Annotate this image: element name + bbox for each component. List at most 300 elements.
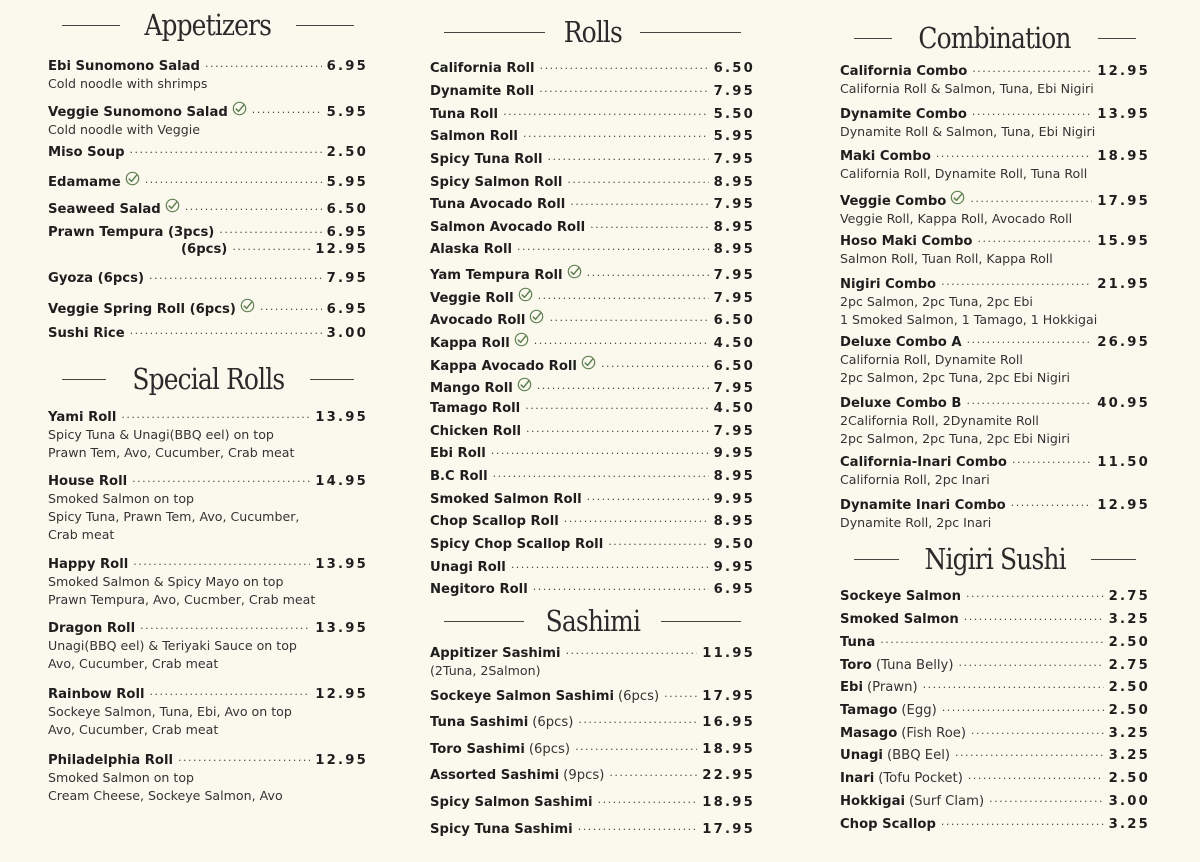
item-name: Kappa Avocado Roll bbox=[430, 359, 577, 374]
menu-item-line bbox=[840, 148, 1150, 165]
item-price: 6.95 bbox=[713, 582, 755, 597]
item-note: (Tofu Pocket) bbox=[878, 771, 963, 786]
dot-leader bbox=[966, 395, 1092, 412]
menu-item bbox=[840, 634, 1150, 651]
heading-rule bbox=[310, 379, 354, 380]
item-price: 12.95 bbox=[1097, 64, 1150, 79]
item-price: 4.50 bbox=[713, 336, 755, 351]
item-sub-label: (6pcs) bbox=[181, 242, 228, 257]
vegetarian-icon bbox=[514, 332, 529, 347]
item-price: 2.75 bbox=[1108, 658, 1150, 673]
item-price: 8.95 bbox=[713, 242, 755, 257]
item-name: Happy Roll bbox=[48, 557, 129, 572]
dot-leader bbox=[936, 148, 1092, 165]
item-name: Prawn Tempura (3pcs) bbox=[48, 225, 215, 240]
item-name: Hokkigai bbox=[840, 794, 906, 809]
item-name: Yami Roll bbox=[48, 410, 117, 425]
menu-item-line bbox=[430, 581, 755, 598]
menu-item bbox=[430, 559, 755, 576]
item-price: 7.95 bbox=[713, 291, 755, 306]
menu-item-line bbox=[430, 60, 755, 77]
menu-item-line bbox=[48, 409, 368, 426]
menu-item-line bbox=[840, 816, 1150, 833]
item-name: Philadelphia Roll bbox=[48, 753, 173, 768]
item-note: (Fish Roe) bbox=[901, 726, 967, 741]
item-name: Tuna Avocado Roll bbox=[430, 197, 566, 212]
item-price: 12.95 bbox=[315, 687, 368, 702]
item-name: Yam Tempura Roll bbox=[430, 268, 563, 283]
item-description: Avo, Cucumber, Crab meat bbox=[48, 722, 219, 737]
item-description: Prawn Tempura, Avo, Cucmber, Crab meat bbox=[48, 592, 316, 607]
vegetarian-icon bbox=[950, 190, 965, 205]
item-name: Rainbow Roll bbox=[48, 687, 145, 702]
item-description: Unagi(BBQ eel) & Teriyaki Sauce on top bbox=[48, 638, 297, 653]
item-name: Deluxe Combo A bbox=[840, 335, 962, 350]
heading-rule bbox=[1091, 559, 1136, 560]
item-price: 17.95 bbox=[702, 689, 755, 704]
menu-item bbox=[430, 264, 755, 284]
item-price: 9.95 bbox=[713, 492, 755, 507]
menu-item-line bbox=[430, 491, 755, 508]
item-name: Alaska Roll bbox=[430, 242, 512, 257]
item-price: 2.75 bbox=[1108, 589, 1150, 604]
menu-item bbox=[430, 60, 755, 77]
item-name: Toro bbox=[840, 658, 872, 673]
combination-title: Combination bbox=[918, 21, 1072, 55]
dot-leader bbox=[133, 556, 310, 573]
dot-leader bbox=[601, 358, 709, 375]
item-description: 2pc Salmon, 2pc Tuna, 2pc Ebi Nigiri bbox=[840, 431, 1070, 446]
dot-leader bbox=[140, 620, 310, 637]
item-name: Ebi Roll bbox=[430, 446, 486, 461]
item-name: Avocado Roll bbox=[430, 313, 526, 328]
item-price: 7.95 bbox=[713, 424, 755, 439]
item-name: Deluxe Combo B bbox=[840, 396, 962, 411]
dot-leader bbox=[598, 794, 698, 811]
item-name: Maki Combo bbox=[840, 149, 931, 164]
menu-item bbox=[430, 196, 755, 213]
menu-item-line bbox=[840, 793, 1150, 810]
dot-leader bbox=[132, 473, 310, 490]
dot-leader bbox=[966, 588, 1104, 605]
dot-leader bbox=[942, 702, 1104, 719]
item-name: Veggie Sunomono Salad bbox=[48, 105, 228, 120]
item-price: 2.50 bbox=[1108, 771, 1150, 786]
vegetarian-icon bbox=[529, 309, 544, 324]
menu-item bbox=[840, 793, 1150, 810]
menu-item bbox=[840, 395, 1150, 448]
menu-item-line bbox=[840, 497, 1150, 514]
dot-leader bbox=[587, 491, 709, 508]
menu-item bbox=[430, 491, 755, 508]
menu-item-line bbox=[430, 309, 755, 329]
vegetarian-icon bbox=[240, 298, 255, 313]
menu-item-line bbox=[840, 702, 1150, 719]
item-note: (Prawn) bbox=[866, 680, 918, 695]
item-name: Dynamite Combo bbox=[840, 107, 967, 122]
dot-leader bbox=[977, 233, 1092, 250]
dot-leader bbox=[964, 611, 1104, 628]
menu-item bbox=[430, 468, 755, 485]
menu-item-line bbox=[840, 588, 1150, 605]
vegetarian-icon bbox=[517, 377, 532, 392]
dot-leader bbox=[185, 201, 322, 218]
item-name: Spicy Chop Scallop Roll bbox=[430, 537, 604, 552]
dot-leader bbox=[941, 276, 1092, 293]
item-name: Kappa Roll bbox=[430, 336, 510, 351]
menu-item bbox=[48, 144, 368, 161]
item-price: 13.95 bbox=[315, 621, 368, 636]
item-description: 2pc Salmon, 2pc Tuna, 2pc Ebi bbox=[840, 294, 1033, 309]
menu-item bbox=[430, 423, 755, 440]
menu-item bbox=[840, 190, 1150, 228]
item-price: 40.95 bbox=[1097, 396, 1150, 411]
menu-item-line bbox=[840, 334, 1150, 351]
menu-item bbox=[430, 287, 755, 307]
menu-item bbox=[430, 400, 755, 417]
menu-item bbox=[430, 355, 755, 375]
menu-item-line bbox=[840, 657, 1150, 674]
item-name: Salmon Avocado Roll bbox=[430, 220, 586, 235]
item-name: Sockeye Salmon bbox=[840, 589, 961, 604]
item-description: California Roll, Dynamite Roll bbox=[840, 352, 1023, 367]
dot-leader bbox=[219, 224, 321, 241]
item-name: Sockeye Salmon Sashimi bbox=[430, 689, 614, 704]
menu-item-line bbox=[430, 287, 755, 307]
item-description: California Roll & Salmon, Tuna, Ebi Nigiri bbox=[840, 81, 1094, 96]
item-price: 7.95 bbox=[713, 152, 755, 167]
item-description: Smoked Salmon on top bbox=[48, 770, 195, 785]
dot-leader bbox=[149, 270, 322, 287]
item-price: 9.95 bbox=[713, 446, 755, 461]
menu-item-line bbox=[840, 770, 1150, 787]
menu-item-line bbox=[430, 794, 755, 811]
item-name: Hoso Maki Combo bbox=[840, 234, 973, 249]
menu-item bbox=[840, 276, 1150, 329]
menu-item-line bbox=[48, 101, 368, 121]
dot-leader bbox=[232, 241, 310, 258]
dot-leader bbox=[121, 409, 310, 426]
item-name: Chop Scallop bbox=[840, 817, 936, 832]
dot-leader bbox=[578, 714, 697, 731]
item-price: 5.95 bbox=[713, 129, 755, 144]
item-description: California Roll, Dynamite Roll, Tuna Roll bbox=[840, 166, 1088, 181]
item-price: 21.95 bbox=[1097, 277, 1150, 292]
item-name: Smoked Salmon bbox=[840, 612, 959, 627]
item-name: Spicy Tuna Roll bbox=[430, 152, 543, 167]
item-price: 8.95 bbox=[713, 175, 755, 190]
menu-item-line bbox=[430, 219, 755, 236]
menu-item bbox=[48, 325, 368, 342]
menu-item-line bbox=[430, 332, 755, 352]
menu-item-line bbox=[430, 83, 755, 100]
menu-item-line bbox=[430, 714, 755, 731]
dot-leader bbox=[972, 106, 1092, 123]
item-price: 4.50 bbox=[713, 401, 755, 416]
menu-item-line bbox=[840, 63, 1150, 80]
dot-leader bbox=[178, 752, 310, 769]
menu-item-line bbox=[430, 423, 755, 440]
dot-leader bbox=[503, 106, 709, 123]
dot-leader bbox=[590, 219, 709, 236]
menu-item-subline bbox=[48, 241, 368, 258]
item-description: Smoked Salmon on top bbox=[48, 491, 195, 506]
menu-item bbox=[840, 747, 1150, 764]
item-name: House Roll bbox=[48, 474, 128, 489]
item-description: Salmon Roll, Tuan Roll, Kappa Roll bbox=[840, 251, 1053, 266]
item-name: Assorted Sashimi bbox=[430, 768, 560, 783]
item-description: Crab meat bbox=[48, 527, 115, 542]
menu-item-line bbox=[840, 634, 1150, 651]
item-note: (Surf Clam) bbox=[909, 794, 985, 809]
item-price: 12.95 bbox=[1097, 498, 1150, 513]
item-description: 2pc Salmon, 2pc Tuna, 2pc Ebi Nigiri bbox=[840, 370, 1070, 385]
menu-item bbox=[430, 688, 755, 705]
item-note: (6pcs) bbox=[532, 715, 574, 730]
heading-rule bbox=[854, 559, 899, 560]
item-name: Chop Scallop Roll bbox=[430, 514, 559, 529]
dot-leader bbox=[955, 747, 1104, 764]
dot-leader bbox=[525, 400, 708, 417]
item-price: 7.95 bbox=[713, 197, 755, 212]
menu-item-line bbox=[430, 645, 755, 662]
menu-item-line bbox=[48, 144, 368, 161]
menu-item-line bbox=[840, 233, 1150, 250]
menu-item bbox=[840, 148, 1150, 183]
dot-leader bbox=[587, 267, 709, 284]
menu-item-line bbox=[48, 224, 368, 241]
combination-heading bbox=[840, 21, 1150, 55]
menu-item bbox=[48, 556, 368, 609]
item-price: 3.25 bbox=[1108, 748, 1150, 763]
item-price: 7.95 bbox=[326, 271, 368, 286]
menu-item bbox=[840, 497, 1150, 532]
dot-leader bbox=[1012, 454, 1092, 471]
menu-item-line bbox=[840, 679, 1150, 696]
item-price: 11.95 bbox=[702, 646, 755, 661]
menu-item bbox=[430, 536, 755, 553]
item-price: 3.00 bbox=[326, 326, 368, 341]
item-description: Cold noodle with Veggie bbox=[48, 122, 200, 137]
menu-item-line bbox=[430, 445, 755, 462]
item-price: 6.95 bbox=[326, 59, 368, 74]
menu-item-line bbox=[430, 767, 755, 784]
menu-item-line bbox=[840, 747, 1150, 764]
item-name: Miso Soup bbox=[48, 145, 125, 160]
item-name: Tamago bbox=[840, 703, 898, 718]
menu-item bbox=[48, 58, 368, 93]
menu-item-line bbox=[840, 190, 1150, 210]
item-price: 13.95 bbox=[315, 557, 368, 572]
menu-item bbox=[430, 445, 755, 462]
dot-leader bbox=[971, 725, 1104, 742]
item-description: Sockeye Salmon, Tuna, Ebi, Avo on top bbox=[48, 704, 292, 719]
menu-item bbox=[840, 679, 1150, 696]
vegetarian-icon bbox=[518, 287, 533, 302]
dot-leader bbox=[1011, 497, 1093, 514]
item-price: 18.95 bbox=[702, 742, 755, 757]
item-name: B.C Roll bbox=[430, 469, 488, 484]
menu-item bbox=[840, 106, 1150, 141]
heading-rule bbox=[296, 25, 354, 26]
dot-leader bbox=[970, 193, 1092, 210]
menu-item-line bbox=[430, 264, 755, 284]
item-name: Tuna bbox=[840, 635, 876, 650]
appetizers-title: Appetizers bbox=[144, 8, 272, 42]
item-name: Appitizer Sashimi bbox=[430, 646, 561, 661]
item-description: (2Tuna, 2Salmon) bbox=[430, 663, 541, 678]
dot-leader bbox=[578, 821, 698, 838]
item-price: 2.50 bbox=[1108, 680, 1150, 695]
item-name: Veggie Combo bbox=[840, 194, 947, 209]
menu-item bbox=[48, 473, 368, 544]
item-name: California Roll bbox=[430, 61, 535, 76]
item-description: 2California Roll, 2Dynamite Roll bbox=[840, 413, 1039, 428]
menu-item bbox=[48, 752, 368, 805]
menu-item bbox=[840, 816, 1150, 833]
item-description: Spicy Tuna, Prawn Tem, Avo, Cucumber, bbox=[48, 509, 300, 524]
dot-leader bbox=[548, 151, 709, 168]
item-name: Edamame bbox=[48, 175, 121, 190]
menu-item bbox=[840, 725, 1150, 742]
item-name: Negitoro Roll bbox=[430, 582, 528, 597]
heading-rule bbox=[854, 38, 892, 39]
dot-leader bbox=[537, 380, 709, 397]
menu-item-line bbox=[430, 241, 755, 258]
item-price: 3.25 bbox=[1108, 726, 1150, 741]
item-price: 5.95 bbox=[326, 105, 368, 120]
menu-item bbox=[430, 741, 755, 758]
item-name: Veggie Spring Roll (6pcs) bbox=[48, 302, 236, 317]
menu-item bbox=[48, 620, 368, 673]
item-name: Inari bbox=[840, 771, 875, 786]
dot-leader bbox=[252, 104, 322, 121]
item-name: Dragon Roll bbox=[48, 621, 136, 636]
menu-item bbox=[840, 63, 1150, 98]
menu-item bbox=[430, 645, 755, 680]
item-price: 8.95 bbox=[713, 469, 755, 484]
item-price: 6.50 bbox=[713, 61, 755, 76]
item-note: (Tuna Belly) bbox=[875, 658, 954, 673]
menu-item-line bbox=[48, 473, 368, 490]
dot-leader bbox=[130, 144, 322, 161]
item-price: 17.95 bbox=[702, 822, 755, 837]
menu-item bbox=[430, 128, 755, 145]
dot-leader bbox=[511, 559, 709, 576]
menu-item bbox=[430, 767, 755, 784]
menu-item bbox=[430, 581, 755, 598]
menu-item bbox=[430, 83, 755, 100]
item-description: Cream Cheese, Sockeye Salmon, Avo bbox=[48, 788, 283, 803]
menu-item bbox=[48, 298, 368, 318]
item-name: Unagi bbox=[840, 748, 883, 763]
menu-item-line bbox=[430, 151, 755, 168]
dot-leader bbox=[538, 290, 709, 307]
item-price: 3.25 bbox=[1108, 817, 1150, 832]
menu-item bbox=[430, 821, 755, 838]
menu-item bbox=[430, 309, 755, 329]
item-name: Veggie Roll bbox=[430, 291, 514, 306]
dot-leader bbox=[540, 60, 709, 77]
menu-item bbox=[840, 588, 1150, 605]
item-price: 9.50 bbox=[713, 537, 755, 552]
item-price: 2.50 bbox=[326, 145, 368, 160]
menu-item-line bbox=[430, 536, 755, 553]
menu-item-line bbox=[840, 725, 1150, 742]
dot-leader bbox=[533, 581, 709, 598]
heading-rule bbox=[62, 379, 106, 380]
dot-leader bbox=[534, 335, 709, 352]
dot-leader bbox=[491, 445, 709, 462]
heading-rule bbox=[444, 621, 524, 622]
item-price: 9.95 bbox=[713, 560, 755, 575]
menu-item bbox=[430, 219, 755, 236]
menu-item bbox=[840, 454, 1150, 489]
vegetarian-icon bbox=[567, 264, 582, 279]
item-description: Spicy Tuna & Unagi(BBQ eel) on top bbox=[48, 427, 274, 442]
menu-item bbox=[840, 233, 1150, 268]
item-name: California-Inari Combo bbox=[840, 455, 1007, 470]
menu-item-line bbox=[840, 611, 1150, 628]
menu-item-line bbox=[430, 821, 755, 838]
menu-item-line bbox=[430, 174, 755, 191]
item-name: California Combo bbox=[840, 64, 968, 79]
item-name: Tamago Roll bbox=[430, 401, 521, 416]
item-price: 12.95 bbox=[315, 753, 368, 768]
special-rolls-heading bbox=[48, 362, 368, 396]
menu-item bbox=[840, 702, 1150, 719]
dot-leader bbox=[664, 688, 697, 705]
menu-item-line bbox=[48, 58, 368, 75]
dot-leader bbox=[880, 634, 1103, 651]
item-price: 7.95 bbox=[713, 84, 755, 99]
menu-item bbox=[48, 198, 368, 218]
item-name: Ebi bbox=[840, 680, 863, 695]
dot-leader bbox=[566, 645, 698, 662]
menu-item bbox=[48, 270, 368, 287]
menu-item bbox=[430, 794, 755, 811]
menu-item bbox=[430, 714, 755, 731]
item-price: 8.95 bbox=[713, 514, 755, 529]
item-name: Masago bbox=[840, 726, 898, 741]
item-name: Smoked Salmon Roll bbox=[430, 492, 582, 507]
item-name: Dynamite Inari Combo bbox=[840, 498, 1006, 513]
item-price: 18.95 bbox=[702, 795, 755, 810]
item-description: Prawn Tem, Avo, Cucumber, Crab meat bbox=[48, 445, 295, 460]
item-price: 7.95 bbox=[713, 381, 755, 396]
item-name: Seaweed Salad bbox=[48, 202, 161, 217]
dot-leader bbox=[523, 128, 709, 145]
sashimi-title: Sashimi bbox=[545, 604, 640, 638]
item-price: 3.25 bbox=[1108, 612, 1150, 627]
item-note: (6pcs) bbox=[617, 689, 660, 704]
item-price: 15.95 bbox=[1097, 234, 1150, 249]
dot-leader bbox=[959, 657, 1104, 674]
menu-item-line bbox=[48, 298, 368, 318]
menu-item-line bbox=[430, 400, 755, 417]
menu-item-line bbox=[48, 620, 368, 637]
menu-item-line bbox=[840, 454, 1150, 471]
rolls-heading bbox=[430, 15, 755, 49]
menu-item bbox=[430, 332, 755, 352]
menu-item bbox=[840, 657, 1150, 674]
menu-item-line bbox=[430, 559, 755, 576]
item-name: Salmon Roll bbox=[430, 129, 518, 144]
menu-item bbox=[840, 770, 1150, 787]
item-price: 8.95 bbox=[713, 220, 755, 235]
dot-leader bbox=[967, 334, 1093, 351]
menu-item-line bbox=[840, 106, 1150, 123]
